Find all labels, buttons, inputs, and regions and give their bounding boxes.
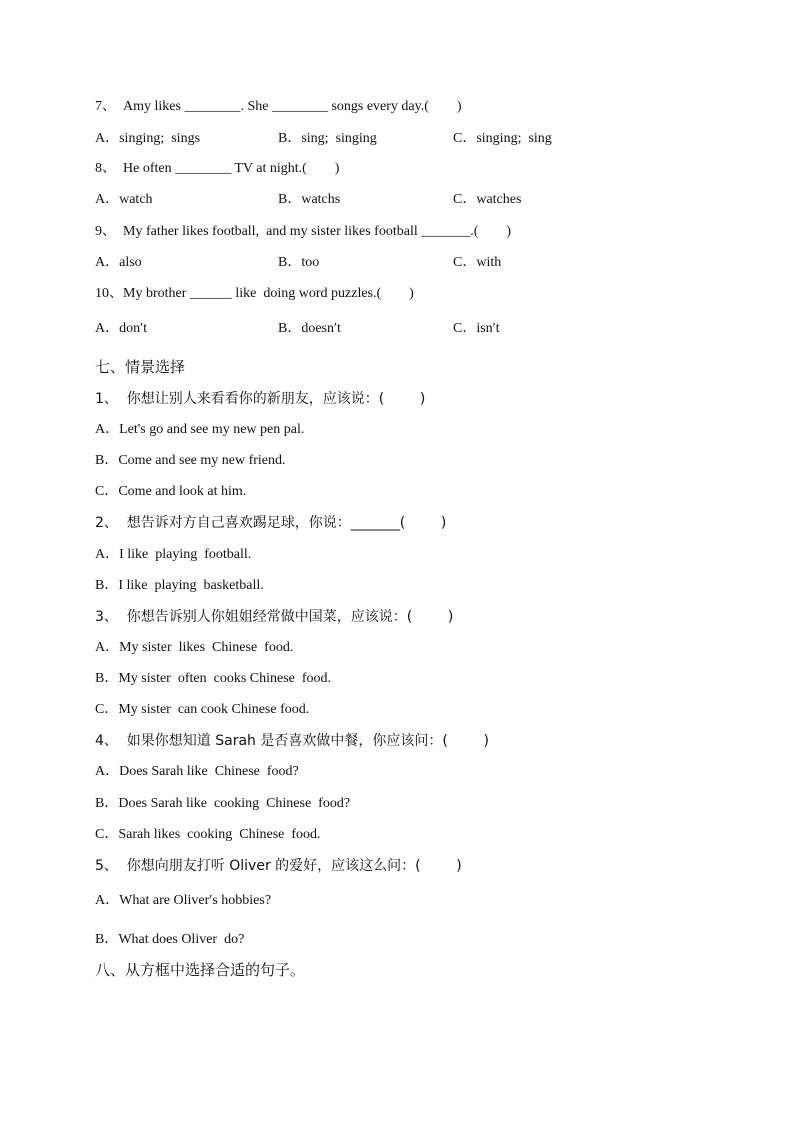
question-10-option-b: B．doesn′t	[278, 321, 341, 336]
section-8-title: 八、从方框中选择合适的句子。	[95, 961, 306, 979]
question-7-option-c: C．singing; sing	[453, 131, 552, 146]
section-7-title: 七、情景选择	[95, 358, 186, 376]
s7-question-4-option-c: C．Sarah likes cooking Chinese food.	[95, 827, 321, 842]
s7-question-4-stem: 4、 如果你想知道 Sarah 是否喜欢做中餐，你应该问：( )	[95, 733, 489, 749]
s7-question-3-stem: 3、 你想告诉别人你姐姐经常做中国菜，应该说：( )	[95, 609, 454, 625]
question-9-option-b: B．too	[278, 255, 320, 270]
question-10-option-a: A．don′t	[95, 321, 148, 336]
s7-question-1-stem: 1、 你想让别人来看看你的新朋友，应该说：( )	[95, 391, 426, 407]
question-7-stem: 7、 Amy likes ________. She ________ songs every day.( )	[95, 99, 462, 114]
s7-question-5-stem: 5、 你想向朋友打听 Oliver 的爱好，应该这么问：( )	[95, 858, 462, 874]
s7-question-3-option-a: A．My sister likes Chinese food.	[95, 640, 294, 655]
s7-question-5-option-a: A．What are Oliver′s hobbies?	[95, 893, 272, 908]
question-9-option-c: C．with	[453, 255, 502, 270]
question-10-option-c: C．isn′t	[453, 321, 500, 336]
question-8-option-a: A．watch	[95, 192, 153, 207]
question-10-stem: 10、My brother ______ like doing word puzzles.( )	[95, 286, 414, 301]
question-9-option-a: A．also	[95, 255, 142, 270]
question-8-stem: 8、 He often ________ TV at night.( )	[95, 161, 340, 176]
s7-question-1-option-b: B．Come and see my new friend.	[95, 453, 286, 468]
s7-question-4-option-a: A．Does Sarah like Chinese food?	[95, 764, 299, 779]
question-9-stem: 9、 My father likes football, and my sister likes football _______.( )	[95, 224, 512, 239]
question-7-option-b: B．sing; singing	[278, 131, 377, 146]
question-8-option-b: B．watchs	[278, 192, 341, 207]
s7-question-3-option-c: C．My sister can cook Chinese food.	[95, 702, 310, 717]
s7-question-2-stem: 2、 想告诉对方自己喜欢踢足球，你说：_______( )	[95, 515, 447, 531]
s7-question-1-option-c: C．Come and look at him.	[95, 484, 247, 499]
question-8-option-c: C．watches	[453, 192, 522, 207]
question-7-option-a: A．singing; sings	[95, 131, 201, 146]
s7-question-5-option-b: B．What does Oliver do?	[95, 932, 245, 947]
s7-question-3-option-b: B．My sister often cooks Chinese food.	[95, 671, 332, 686]
s7-question-4-option-b: B．Does Sarah like cooking Chinese food?	[95, 796, 351, 811]
s7-question-1-option-a: A．Let's go and see my new pen pal.	[95, 422, 305, 437]
s7-question-2-option-a: A．I like playing football.	[95, 547, 252, 562]
s7-question-2-option-b: B．I like playing basketball.	[95, 578, 264, 593]
